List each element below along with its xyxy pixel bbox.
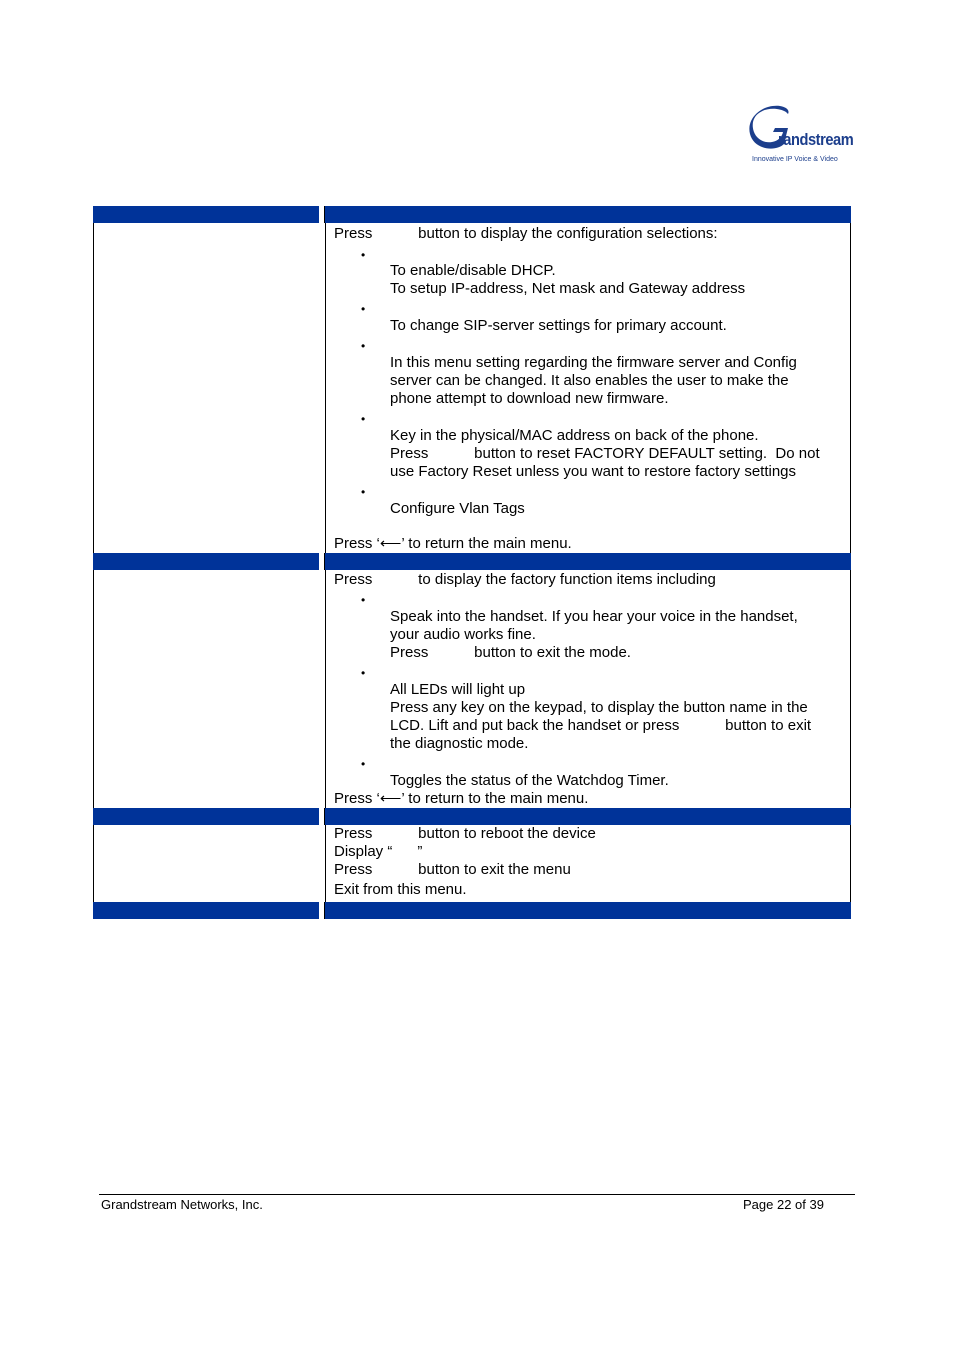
config-item3-line2: server can be changed. It also enables the user to make the	[390, 372, 789, 389]
config-intro: Press button to display the configuration selections:	[334, 225, 718, 242]
config-item1-line2: To setup IP-address, Net mask and Gateway address	[390, 280, 746, 297]
footer-rule	[99, 1194, 855, 1195]
bullet: •	[361, 757, 366, 771]
bullet: •	[361, 666, 366, 680]
factory-item3-line1: Toggles the status of the Watchdog Timer.	[390, 772, 669, 789]
factory-item1-line3: Press button to exit the mode.	[390, 644, 631, 661]
factory-item2-line1: All LEDs will light up	[390, 681, 526, 698]
config-item4-line2: Press button to reset FACTORY DEFAULT setting. Do not	[390, 445, 820, 462]
factory-item2-line2: Press any key on the keypad, to display the button name in the	[390, 699, 808, 716]
header-band-reboot	[93, 808, 851, 825]
reboot-line3: Press button to exit the menu	[334, 861, 571, 878]
reboot-line4: Exit from this menu.	[334, 881, 467, 898]
bullet: •	[361, 339, 366, 353]
factory-item2-line4: the diagnostic mode.	[390, 735, 529, 752]
config-item3-line1: In this menu setting regarding the firmware server and Config	[390, 354, 797, 371]
bullet: •	[361, 485, 366, 499]
factory-item1-line2: your audio works fine.	[390, 626, 536, 643]
menu-table	[93, 206, 851, 919]
config-item5-line1: Configure Vlan Tags	[390, 500, 525, 517]
factory-intro: Press to display the factory function items including	[334, 571, 716, 588]
config-item4-line3: use Factory Reset unless you want to restore factory settings	[390, 463, 797, 480]
footer-company: Grandstream Networks, Inc.	[101, 1197, 263, 1212]
header-band-factory	[93, 553, 851, 570]
grandstream-logo	[746, 104, 856, 166]
header-band-bottom	[93, 902, 851, 919]
reboot-line2: Display “ ”	[334, 843, 423, 860]
factory-item2-line3: LCD. Lift and put back the handset or press button to exit	[390, 717, 812, 734]
bullet: •	[361, 593, 366, 607]
config-return: Press ‘⟵’ to return the main menu.	[334, 535, 572, 552]
factory-return: Press ‘⟵’ to return to the main menu.	[334, 790, 589, 807]
logo-wordmark: randstream	[778, 130, 854, 149]
factory-item1-line1: Speak into the handset. If you hear your voice in the handset,	[390, 608, 798, 625]
reboot-line1: Press button to reboot the device	[334, 825, 596, 842]
logo-tagline: Innovative IP Voice & Video	[752, 156, 838, 163]
config-item1-line1: To enable/disable DHCP.	[390, 262, 556, 279]
footer-page-number: Page 22 of 39	[743, 1197, 824, 1212]
config-item2-line1: To change SIP-server settings for primary account.	[390, 317, 727, 334]
config-item3-line3: phone attempt to download new firmware.	[390, 390, 669, 407]
bullet: •	[361, 412, 366, 426]
header-band-config	[93, 206, 851, 223]
config-item4-line1: Key in the physical/MAC address on back of the phone.	[390, 427, 759, 444]
bullet: •	[361, 302, 366, 316]
bullet: •	[361, 248, 366, 262]
